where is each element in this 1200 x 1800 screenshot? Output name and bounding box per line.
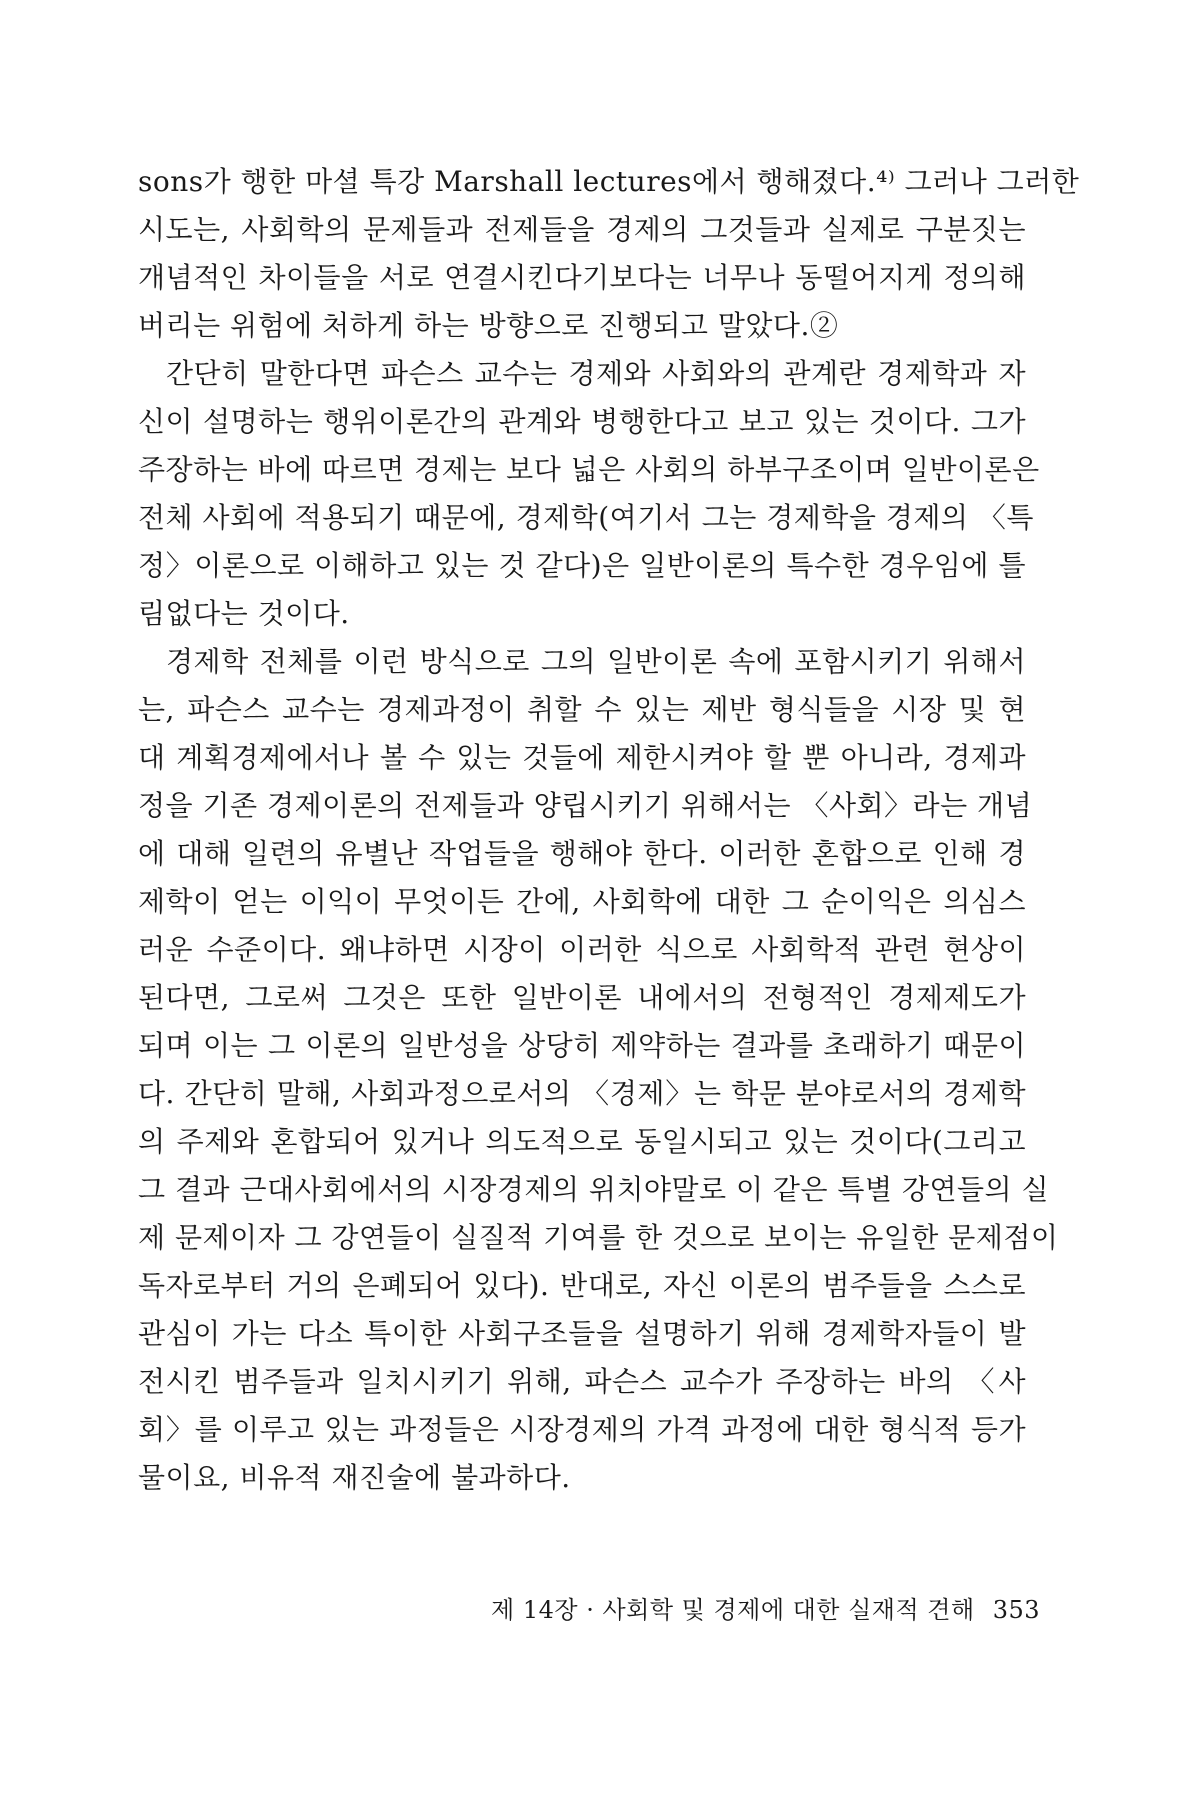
text-line: 림없다는 것이다.	[138, 597, 350, 630]
text-line: 제학이 얻는 이익이 무엇이든 간에, 사회학에 대한 그 순이익은 의심스	[138, 885, 1026, 918]
text-line: 주장하는 바에 따르면 경제는 보다 넓은 사회의 하부구조이며 일반이론은	[138, 453, 1040, 486]
text-line: 전시킨 범주들과 일치시키기 위해, 파슨스 교수가 주장하는 바의 〈사	[138, 1365, 1026, 1398]
text-line: 되며 이는 그 이론의 일반성을 상당히 제약하는 결과를 초래하기 때문이	[138, 1029, 1026, 1062]
text-line: 전체 사회에 적용되기 때문에, 경제학(여기서 그는 경제학을 경제의 〈특	[138, 501, 1034, 534]
text-line: 는, 파슨스 교수는 경제과정이 취할 수 있는 제반 형식들을 시장 및 현	[138, 693, 1026, 726]
text-line: 간단히 말한다면 파슨스 교수는 경제와 사회와의 관계란 경제학과 자	[166, 357, 1026, 390]
text-line: 에 대해 일련의 유별난 작업들을 행해야 한다. 이러한 혼합으로 인해 경	[138, 837, 1026, 870]
text-line: 다. 간단히 말해, 사회과정으로서의 〈경제〉는 학문 분야로서의 경제학	[138, 1077, 1026, 1110]
page-number: 353	[992, 1596, 1040, 1624]
page-footer	[491, 1590, 1040, 1625]
text-line: 대 계획경제에서나 볼 수 있는 것들에 제한시켜야 할 뿐 아니라, 경제과	[138, 741, 1026, 774]
text-line: 정〉이론으로 이해하고 있는 것 같다)은 일반이론의 특수한 경우임에 틀	[138, 549, 1026, 582]
text-line: 러운 수준이다. 왜냐하면 시장이 이러한 식으로 사회학적 관련 현상이	[138, 933, 1026, 966]
text-line: 독자로부터 거의 은폐되어 있다). 반대로, 자신 이론의 범주들을 스스로	[138, 1269, 1026, 1302]
text-line: 물이요, 비유적 재진술에 불과하다.	[138, 1461, 571, 1494]
text-line: 버리는 위험에 처하게 하는 방향으로 진행되고 말았다.②	[138, 309, 839, 342]
text-line: 개념적인 차이들을 서로 연결시킨다기보다는 너무나 동떨어지게 정의해	[138, 261, 1026, 294]
running-head: 제 14장 · 사회학 및 경제에 대한 실재적 견해	[491, 1596, 975, 1624]
text-line: 신이 설명하는 행위이론간의 관계와 병행한다고 보고 있는 것이다. 그가	[138, 405, 1026, 438]
text-line: 제 문제이자 그 강연들이 실질적 기여를 한 것으로 보이는 유일한 문제점이	[138, 1221, 1059, 1254]
text-line: 시도는, 사회학의 문제들과 전제들을 경제의 그것들과 실제로 구분짓는	[138, 213, 1026, 246]
text-line: 된다면, 그로써 그것은 또한 일반이론 내에서의 전형적인 경제제도가	[138, 981, 1026, 1014]
text-line: 그 결과 근대사회에서의 시장경제의 위치야말로 이 같은 특별 강연들의 실	[138, 1173, 1050, 1206]
text-line: 정을 기존 경제이론의 전제들과 양립시키기 위해서는 〈사회〉라는 개념	[138, 789, 1033, 822]
text-line: 의 주제와 혼합되어 있거나 의도적으로 동일시되고 있는 것이다(그리고	[138, 1125, 1026, 1158]
text-line: 회〉를 이루고 있는 과정들은 시장경제의 가격 과정에 대한 형식적 등가	[138, 1413, 1026, 1446]
body-text	[138, 158, 1080, 1502]
text-line: sons가 행한 마셜 특강 Marshall lectures에서 행해졌다.⁴⁾ 그러나 그러한	[138, 165, 1080, 198]
text-line: 경제학 전체를 이런 방식으로 그의 일반이론 속에 포함시키기 위해서	[166, 645, 1026, 678]
text-line: 관심이 가는 다소 특이한 사회구조들을 설명하기 위해 경제학자들이 발	[138, 1317, 1026, 1350]
